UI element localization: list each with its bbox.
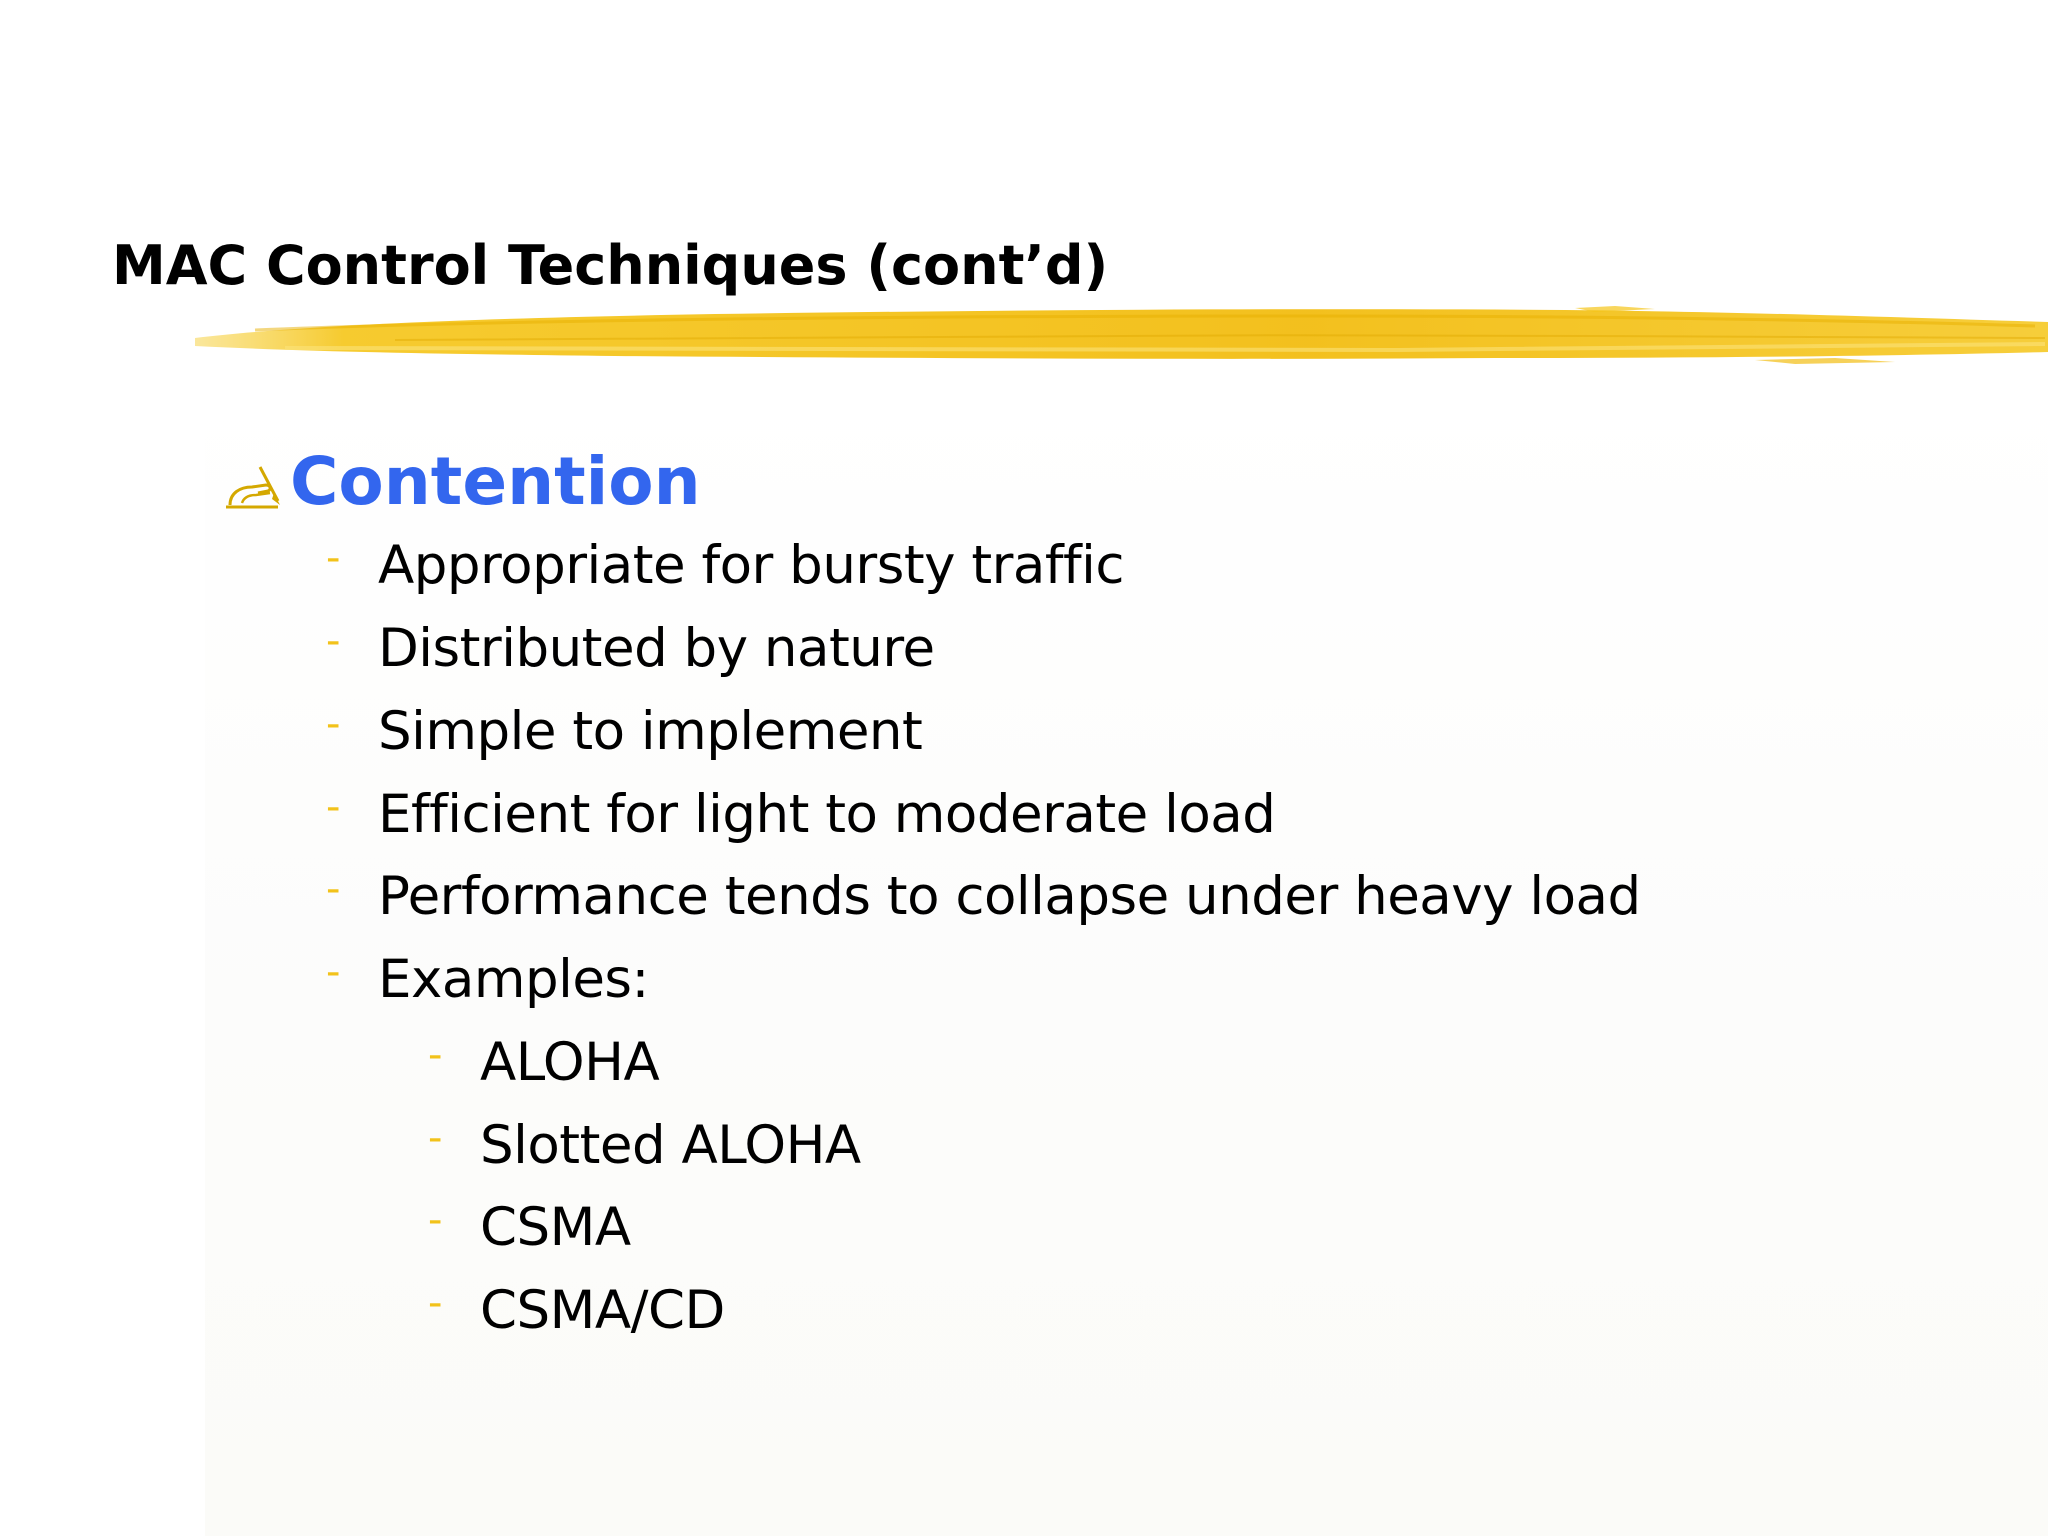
main-bullet-label: Contention [290, 442, 701, 520]
list-item-text: Efficient for light to moderate load [378, 783, 1276, 845]
dash-bullet: - [428, 1197, 443, 1243]
example-item [428, 1269, 725, 1351]
brush-stroke-divider [195, 300, 2048, 376]
dash-bullet: - [326, 784, 341, 830]
list-item-text: Simple to implement [378, 700, 923, 762]
dash-bullet: - [326, 866, 341, 912]
writing-hand-icon [222, 463, 284, 513]
list-item-text: Examples: [378, 948, 649, 1010]
example-item-text: CSMA [480, 1196, 631, 1258]
list-item [326, 524, 1124, 606]
example-item [428, 1104, 861, 1186]
dash-bullet: - [326, 535, 341, 581]
example-item [428, 1186, 631, 1268]
dash-bullet: - [326, 701, 341, 747]
dash-bullet: - [428, 1280, 443, 1326]
list-item-text: Distributed by nature [378, 617, 935, 679]
list-item-text: Performance tends to collapse under heavy load [378, 865, 1641, 927]
example-item [428, 1021, 659, 1103]
dash-bullet: - [326, 949, 341, 995]
example-item-text: CSMA/CD [480, 1279, 725, 1341]
list-item [326, 690, 922, 772]
example-item-text: ALOHA [480, 1031, 660, 1093]
list-item [326, 938, 649, 1020]
list-item-text: Appropriate for bursty traffic [378, 534, 1125, 596]
list-item [326, 855, 1641, 937]
list-item [326, 607, 935, 689]
dash-bullet: - [326, 618, 341, 664]
list-item [326, 773, 1275, 855]
dash-bullet: - [428, 1032, 443, 1078]
example-item-text: Slotted ALOHA [480, 1114, 861, 1176]
main-bullet [222, 436, 701, 526]
slide-title: MAC Control Techniques (cont’d) [112, 234, 1109, 297]
dash-bullet: - [428, 1115, 443, 1161]
